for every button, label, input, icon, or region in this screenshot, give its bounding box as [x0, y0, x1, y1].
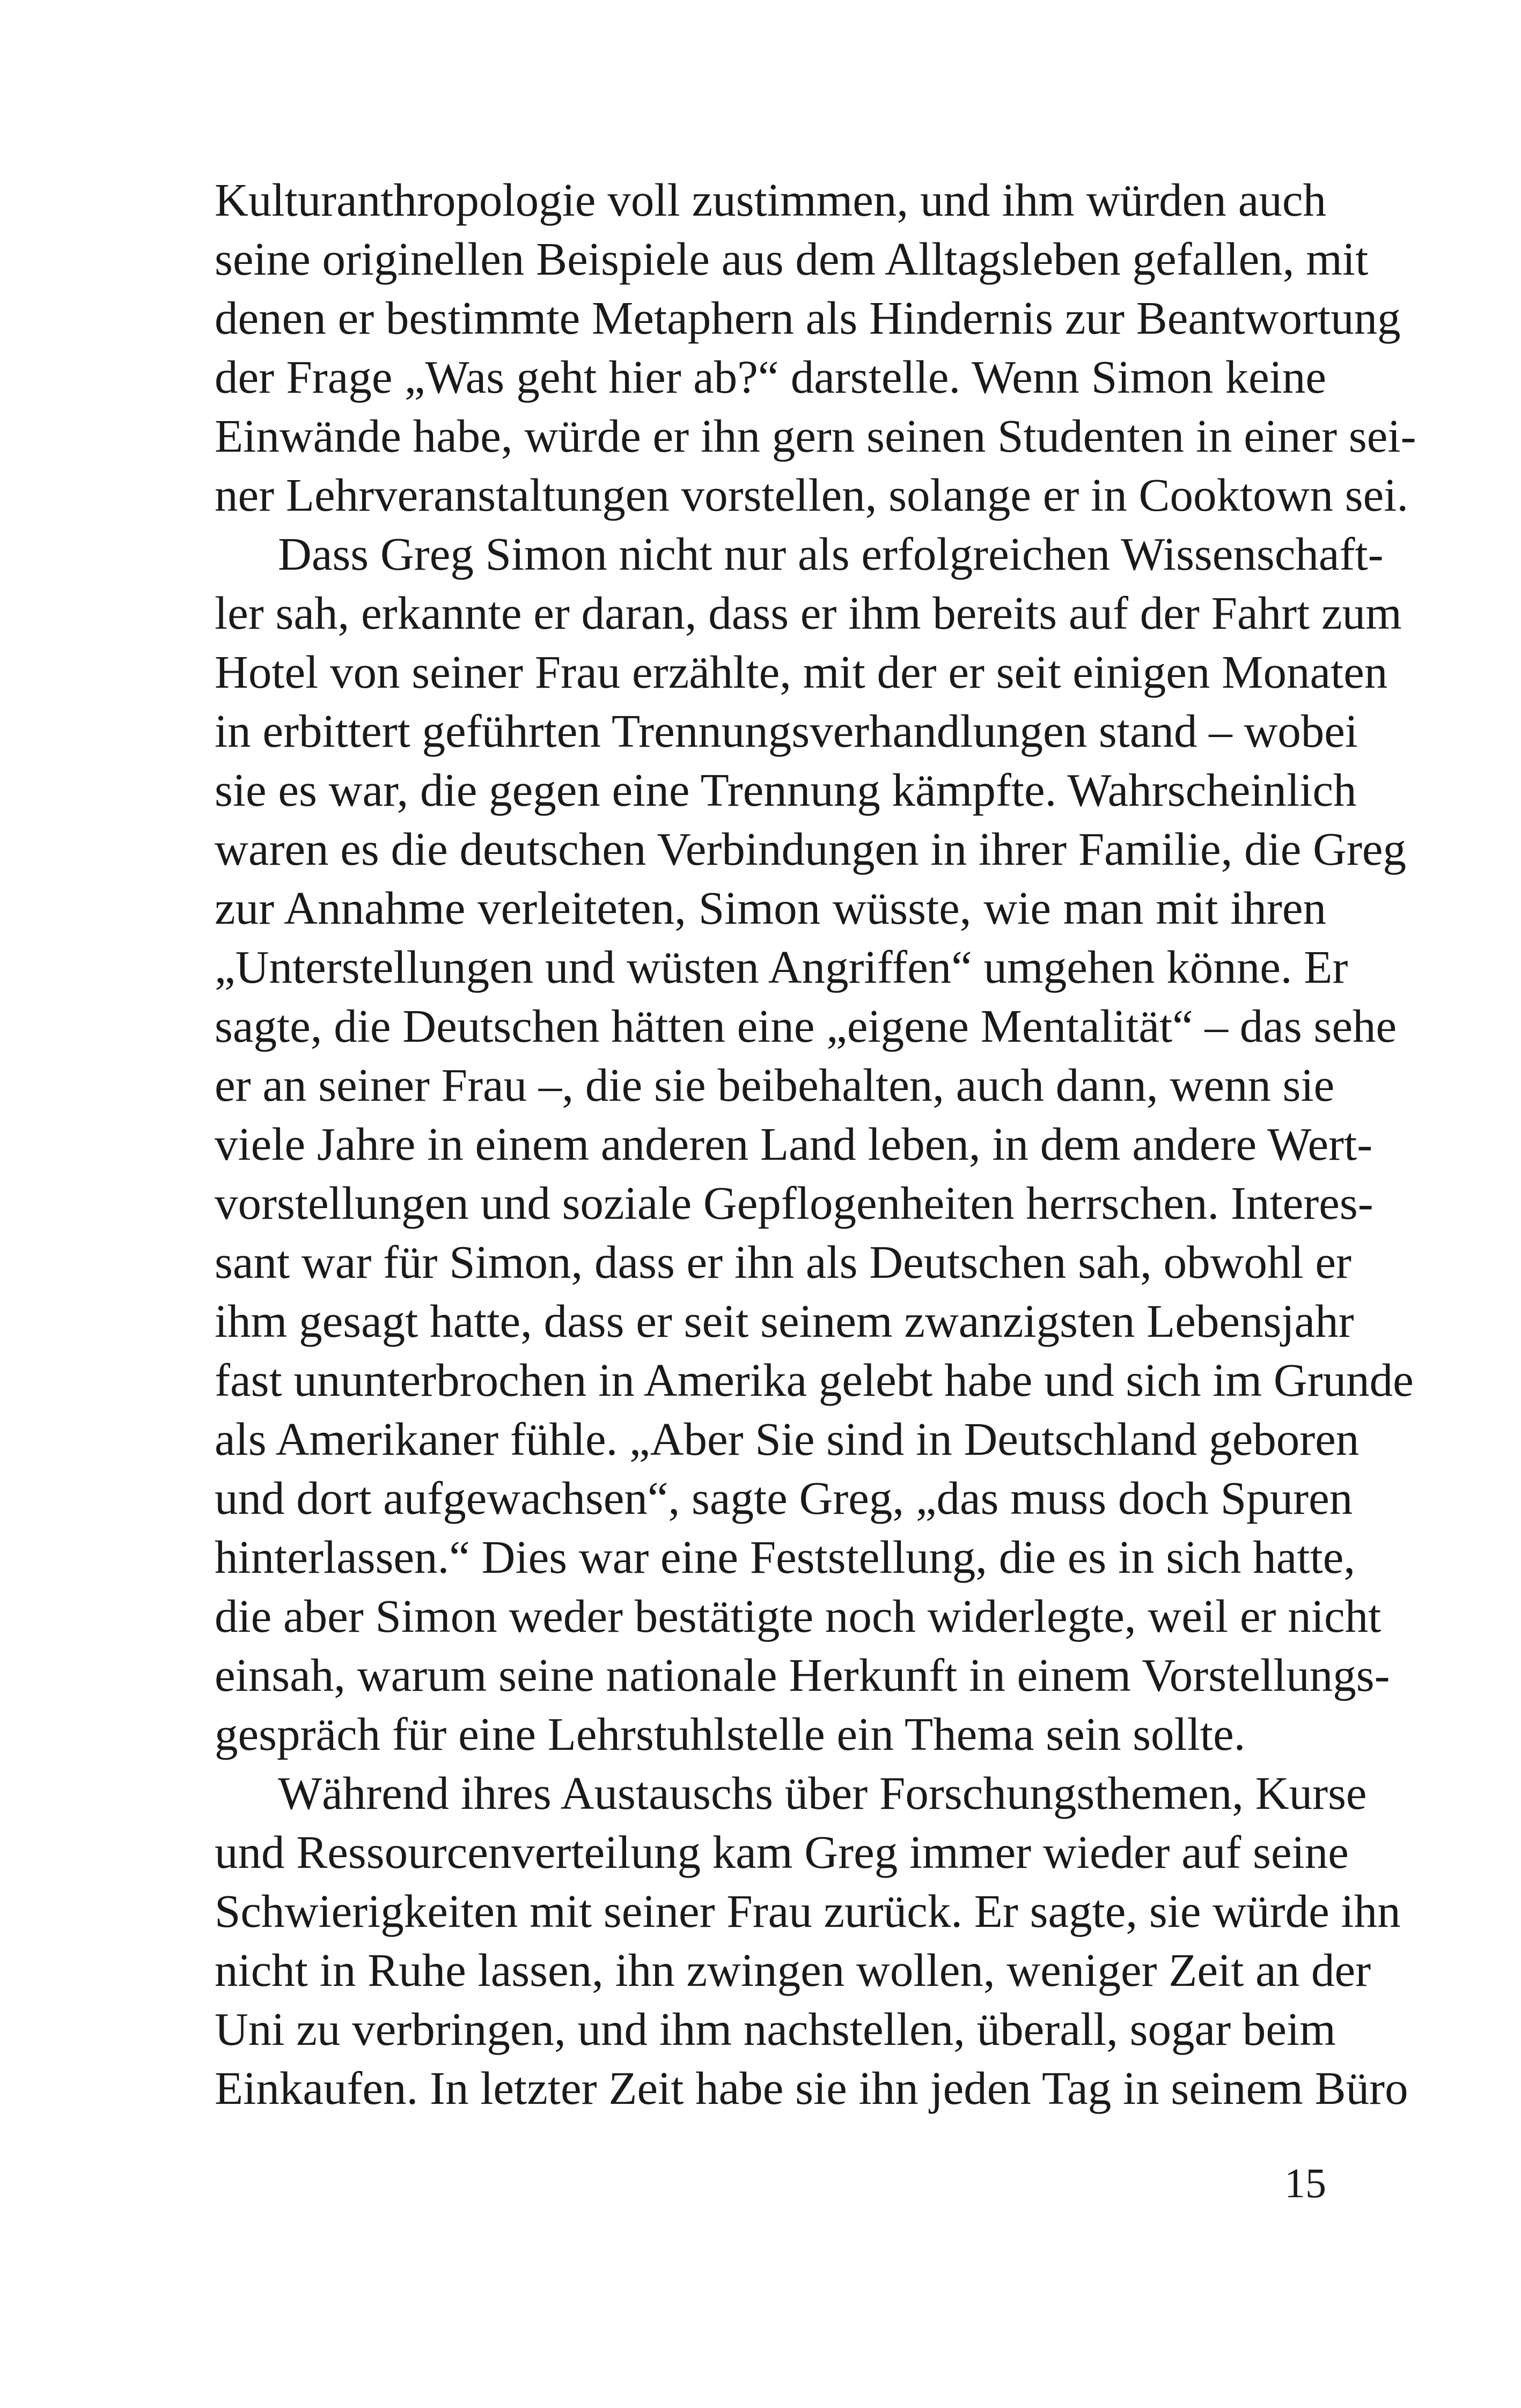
- text-line: Hotel von seiner Frau erzählte, mit der er seit einigen Monaten: [215, 646, 1388, 698]
- text-line: „Unterstellungen und wüsten Angriffen“ umgehen könne. Er: [215, 941, 1348, 993]
- text-line: gespräch für eine Lehrstuhlstelle ein Thema sein sollte.: [215, 1708, 1246, 1760]
- text-line: Einwände habe, würde er ihn gern seinen Studenten in einer sei-: [215, 410, 1416, 462]
- text-line: Während ihres Austauschs über Forschungsthemen, Kurse: [278, 1767, 1367, 1819]
- text-line: Schwierigkeiten mit seiner Frau zurück. Er sagte, sie würde ihn: [215, 1885, 1401, 1937]
- text-line: viele Jahre in einem anderen Land leben, in dem andere Wert-: [215, 1118, 1373, 1170]
- text-line: fast ununterbrochen in Amerika gelebt habe und sich im Grunde: [215, 1354, 1414, 1406]
- text-line: sie es war, die gegen eine Trennung kämpfte. Wahrscheinlich: [215, 764, 1357, 816]
- text-line: ner Lehrveranstaltungen vorstellen, solange er in Cooktown sei.: [215, 469, 1409, 521]
- text-line: Dass Greg Simon nicht nur als erfolgreichen Wissenschaft-: [278, 528, 1384, 580]
- text-line: Uni zu verbringen, und ihm nachstellen, überall, sogar beim: [215, 2003, 1336, 2055]
- text-line: waren es die deutschen Verbindungen in ihrer Familie, die Greg: [215, 823, 1407, 875]
- text-line: nicht in Ruhe lassen, ihn zwingen wollen, weniger Zeit an der: [215, 1944, 1371, 1996]
- text-line: der Frage „Was geht hier ab?“ darstelle. Wenn Simon keine: [215, 351, 1326, 403]
- text-line: Einkaufen. In letzter Zeit habe sie ihn jeden Tag in seinem Büro: [215, 2062, 1408, 2114]
- text-line: hinterlassen.“ Dies war eine Feststellung, die es in sich hatte,: [215, 1531, 1356, 1583]
- text-line: die aber Simon weder bestätigte noch widerlegte, weil er nicht: [215, 1590, 1382, 1642]
- text-line: und dort aufgewachsen“, sagte Greg, „das muss doch Spuren: [215, 1472, 1353, 1524]
- body-text: [215, 171, 1416, 2118]
- text-line: einsah, warum seine nationale Herkunft in einem Vorstellungs-: [215, 1649, 1390, 1701]
- text-line: denen er bestimmte Metaphern als Hindernis zur Beantwortung: [215, 292, 1401, 344]
- page-number: 15: [1284, 2160, 1326, 2206]
- text-line: sagte, die Deutschen hätten eine „eigene Mentalität“ – das sehe: [215, 1000, 1397, 1052]
- text-line: in erbittert geführten Trennungsverhandlungen stand – wobei: [215, 705, 1358, 757]
- text-line: ihm gesagt hatte, dass er seit seinem zwanzigsten Lebensjahr: [215, 1295, 1354, 1347]
- text-line: seine originellen Beispiele aus dem Alltagsleben gefallen, mit: [215, 233, 1369, 285]
- text-line: vorstellungen und soziale Gepflogenheiten herrschen. Interes-: [215, 1177, 1373, 1229]
- text-line: Kulturanthropologie voll zustimmen, und ihm würden auch: [215, 174, 1326, 226]
- text-line: als Amerikaner fühle. „Aber Sie sind in Deutschland geboren: [215, 1413, 1360, 1465]
- text-line: er an seiner Frau –, die sie beibehalten, auch dann, wenn sie: [215, 1059, 1335, 1111]
- text-line: ler sah, erkannte er daran, dass er ihm bereits auf der Fahrt zum: [215, 587, 1402, 639]
- text-line: sant war für Simon, dass er ihn als Deutschen sah, obwohl er: [215, 1236, 1351, 1288]
- text-line: zur Annahme verleiteten, Simon wüsste, wie man mit ihren: [215, 882, 1326, 934]
- text-line: und Ressourcenverteilung kam Greg immer wieder auf seine: [215, 1826, 1349, 1878]
